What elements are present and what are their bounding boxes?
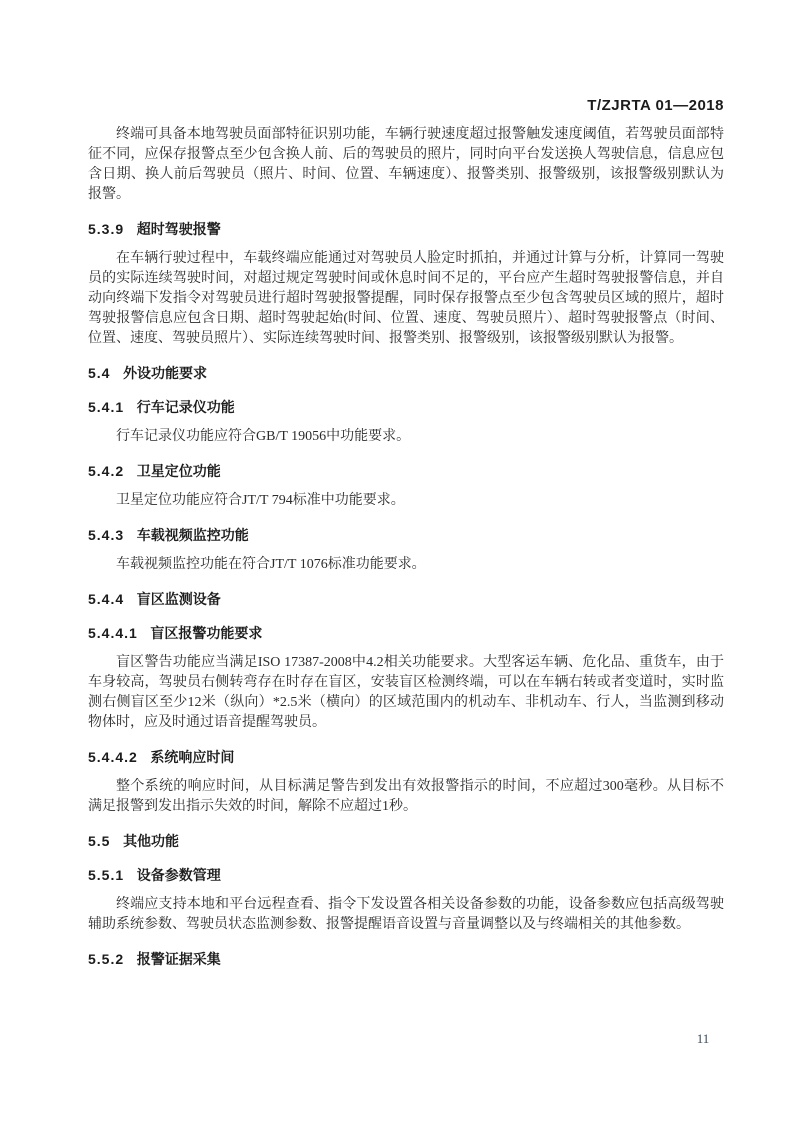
heading-number: 5.5.2 xyxy=(88,951,125,967)
heading-number: 5.4.2 xyxy=(88,463,125,479)
running-header: T/ZJRTA 01—2018 xyxy=(587,97,724,114)
heading-5-4-1 xyxy=(88,397,724,417)
page-number: 11 xyxy=(696,1031,710,1046)
heading-number: 5.5.1 xyxy=(88,867,125,883)
paragraph-satellite-positioning: 卫星定位功能应符合JT/T 794标准中功能要求。 xyxy=(116,493,405,508)
heading-number: 5.4.4 xyxy=(88,591,125,607)
heading-5-5-2 xyxy=(88,949,724,969)
heading-number: 5.3.9 xyxy=(88,221,125,237)
heading-5-4-3 xyxy=(88,525,724,545)
heading-5-4-4-1 xyxy=(88,623,724,643)
heading-title: 外设功能要求 xyxy=(123,365,208,381)
heading-5-4-4-2 xyxy=(88,747,724,767)
heading-number: 5.4.1 xyxy=(88,399,125,415)
heading-5-5 xyxy=(88,831,724,851)
heading-title: 系统响应时间 xyxy=(150,749,235,765)
heading-5-4-4 xyxy=(88,589,724,609)
heading-5-4 xyxy=(88,363,724,383)
heading-title: 行车记录仪功能 xyxy=(136,399,235,415)
heading-5-4-2 xyxy=(88,461,724,481)
paragraph-video-monitoring: 车载视频监控功能在符合JT/T 1076标准功能要求。 xyxy=(116,557,426,572)
heading-number: 5.4.4.1 xyxy=(88,625,138,641)
heading-number: 5.4.3 xyxy=(88,527,125,543)
heading-title: 车载视频监控功能 xyxy=(136,527,249,543)
paragraph-overtime-driving: 在车辆行驶过程中，车载终端应能通过对驾驶员人脸定时抓拍，并通过计算与分析，计算同一驾驶员的实际连续驾驶时间，对超过规定驾驶时间或休息时间不足的，平台应产生超时驾驶报警信息，并自动向终端下发指令对驾驶员进行超时驾驶报警提醒，同时保存报警点至少包含驾驶员区域的照片，超时驾驶报警信息应包含日期、超时驾驶起始(时间、位置、速度、驾驶员照片）、超时驾驶报警点（时间、位置、速度、驾驶员照片）、实际连续驾驶时间、报警类别、报警级别，该报警级别默认为报警。 xyxy=(88,251,724,346)
heading-title: 设备参数管理 xyxy=(136,867,221,883)
paragraph-blind-zone-warning: 盲区警告功能应当满足ISO 17387-2008中4.2相关功能要求。大型客运车辆、危化品、重货车，由于车身较高，驾驶员右侧转弯存在时存在盲区，安装盲区检测终端，可以在车辆右转或者变道时，实时监测右侧盲区至少12米（纵向）*2.5米（横向）的区域范围内的机动车、非机动车、行人，当监测到移动物体时，应及时通过语音提醒驾驶员。 xyxy=(88,655,724,730)
paragraph-device-parameters: 终端应支持本地和平台远程查看、指令下发设置各相关设备参数的功能，设备参数应包括高级驾驶辅助系统参数、驾驶员状态监测参数、报警提醒语音设置与音量调整以及与终端相关的其他参数。 xyxy=(88,897,724,932)
paragraph-face-recognition: 终端可具备本地驾驶员面部特征识别功能，车辆行驶速度超过报警触发速度阈值，若驾驶员面部特征不同，应保存报警点至少包含换人前、后的驾驶员的照片，同时向平台发送换人驾驶信息，信息应包含日期、换人前后驾驶员（照片、时间、位置、车辆速度）、报警类别、报警级别，该报警级别默认为报警。 xyxy=(88,127,724,202)
paragraph-response-time: 整个系统的响应时间，从目标满足警告到发出有效报警指示的时间，不应超过300毫秒。从目标不满足报警到发出指示失效的时间，解除不应超过1秒。 xyxy=(88,779,724,814)
heading-title: 超时驾驶报警 xyxy=(136,221,221,237)
paragraph-driving-recorder: 行车记录仪功能应符合GB/T 19056中功能要求。 xyxy=(116,429,411,444)
heading-title: 报警证据采集 xyxy=(136,951,221,967)
heading-5-5-1 xyxy=(88,865,724,885)
heading-title: 其他功能 xyxy=(123,833,180,849)
heading-number: 5.4.4.2 xyxy=(88,749,138,765)
heading-title: 盲区监测设备 xyxy=(136,591,221,607)
heading-title: 卫星定位功能 xyxy=(136,463,221,479)
heading-number: 5.4 xyxy=(88,365,111,381)
heading-title: 盲区报警功能要求 xyxy=(150,625,263,641)
heading-number: 5.5 xyxy=(88,833,111,849)
heading-5-3-9 xyxy=(88,219,724,239)
